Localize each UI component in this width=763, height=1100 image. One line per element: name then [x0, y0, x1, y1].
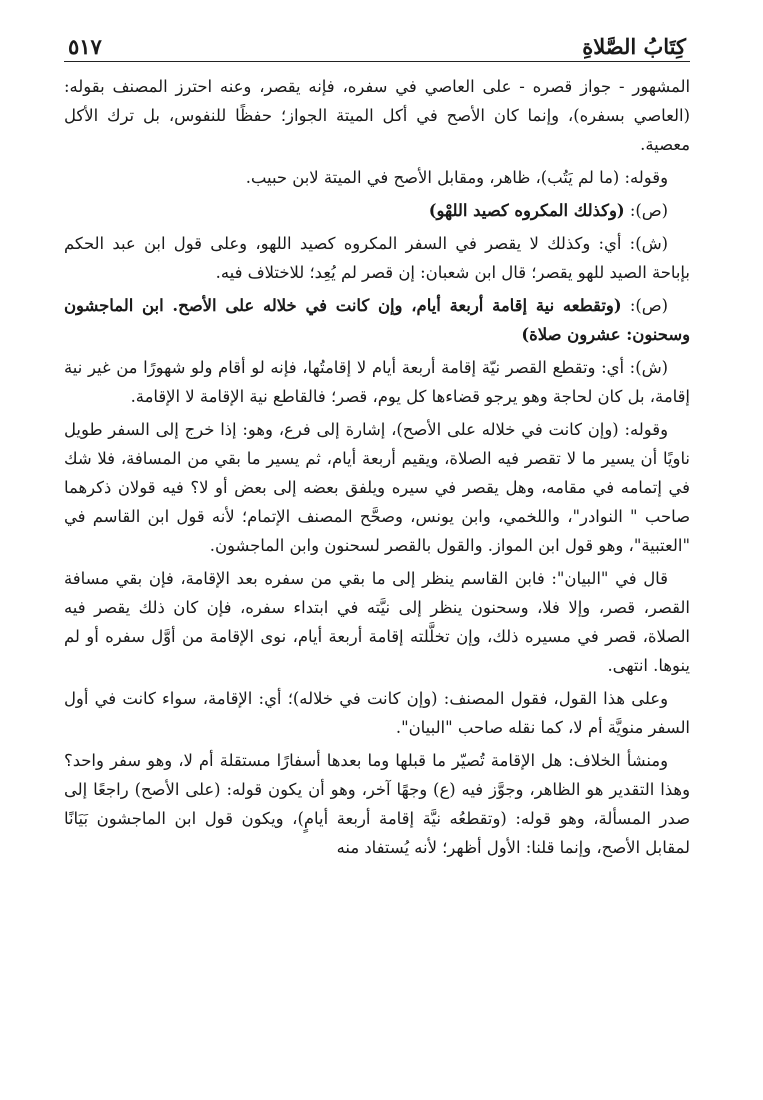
paragraph-9 — [64, 684, 690, 742]
page-number: ٥١٧ — [68, 34, 102, 59]
text-run: وعلى هذا القول، فقول المصنف: (وإن كانت في خلاله)؛ أي: الإقامة، سواء كانت في أول السفر منويَّة أم لا، كما نقله صاحب "البيان". — [64, 689, 690, 737]
paragraph-6-sharh — [64, 353, 690, 411]
text-run: وقوله: (ما لم يَتُب)، ظاهر، ومقابل الأصح في الميتة لابن حبيب. — [245, 168, 668, 187]
paragraph-1 — [64, 72, 690, 159]
text-run: (ص): — [621, 296, 668, 315]
paragraph-3-matn — [64, 196, 690, 225]
text-run: قال في "البيان": فابن القاسم ينظر إلى ما بقي من سفره بعد الإقامة، فإن بقي مسافة القصر، قصر، وإلا فلا، وسحنون ينظر إلى نيَّته في ابتداء سفره، فإن كان ذلك يقصر فيه الصلاة، قصر في مسيره ذلك، وإن تخلَّلته إقامة أربعة أيام، نوى الإقامة من أوَّل سفره أو لم ينوها. انتهى. — [64, 569, 690, 675]
paragraph-4-sharh — [64, 229, 690, 287]
matn-quote: (وكذلك المكروه كصيد اللهْو) — [428, 201, 625, 220]
paragraph-8 — [64, 564, 690, 680]
paragraph-10 — [64, 746, 690, 862]
paragraph-5-matn — [64, 291, 690, 349]
book-page — [64, 22, 690, 866]
text-run: المشهور - جواز قصره - على العاصي في سفره، فإنه يقصر، وعنه احترز المصنف بقوله: (العاصي بسفره)، وإنما كان الأصح في أكل الميتة الجواز؛ حفظًا للنفوس، بل ترك الأكل معصية. — [64, 77, 690, 154]
text-run: (ش): أي: وتقطع القصر نيّة إقامة أربعة أيام لا إقامتُها، فإنه لو أقام ولو شهورًا من غير نية إقامة، بل كان لحاجة وهو يرجو قضاءها كل يوم، قصر؛ فالقاطع نية الإقامة لا الإقامة. — [64, 358, 690, 406]
paragraph-7 — [64, 415, 690, 560]
text-run: (ص): — [624, 201, 668, 220]
page-body — [64, 62, 690, 862]
running-header — [64, 22, 690, 62]
text-run: (ش): أي: وكذلك لا يقصر في السفر المكروه كصيد اللهو، وعلى قول ابن عبد الحكم بإباحة الصيد للهو يقصر؛ قال ابن شعبان: إن قصر لم يُعِد؛ للاختلاف فيه. — [64, 234, 690, 282]
header-title: كِتَابُ الصَّلاةِ — [582, 34, 686, 59]
paragraph-2 — [64, 163, 690, 192]
text-run: وقوله: (وإن كانت في خلاله على الأصح)، إشارة إلى فرع، وهو: إذا خرج إلى السفر طويل ناويًا أن يسير ما لا تقصر فيه الصلاة، ويقيم أربعة أيام، ثم يسير ما بقي من المسافة، فلا شك في إتمامه في مقامه، وهل يقصر في سيره ويلفق بعضه إلى بعض أو لا؟ فيه قولان ذكرهما صاحب " النوادر"، واللخمي، وابن يونس، وصحَّح المصنف الإتمام؛ لأنه قول ابن القاسم في "العتبية"، وهو قول ابن المواز. والقول بالقصر لسحنون وابن الماجشون. — [64, 420, 690, 555]
text-run: ومنشأ الخلاف: هل الإقامة تُصيّر ما قبلها وما بعدها أسفارًا مستقلة أم لا، وهو سفر واحد؟ وهذا التقدير هو الظاهر، وجوَّز فيه (ع) وجهًا آخر، وهو أن يكون قوله: (على الأصح) راجعًا إلى صدر المسألة، وهو قوله: (وتقطعُه نيَّة إقامة أربعة أيامٍ)، ويكون قول ابن الماجشون بَيَانًا لمقابل الأصح، وإنما قلنا: الأول أظهر؛ لأنه يُستفاد منه — [64, 751, 690, 857]
matn-quote: (وتقطعه نية إقامة أربعة أيام، وإن كانت في خلاله على الأصح. ابن الماجشون وسحنون: عشرون صلاة) — [64, 296, 690, 344]
